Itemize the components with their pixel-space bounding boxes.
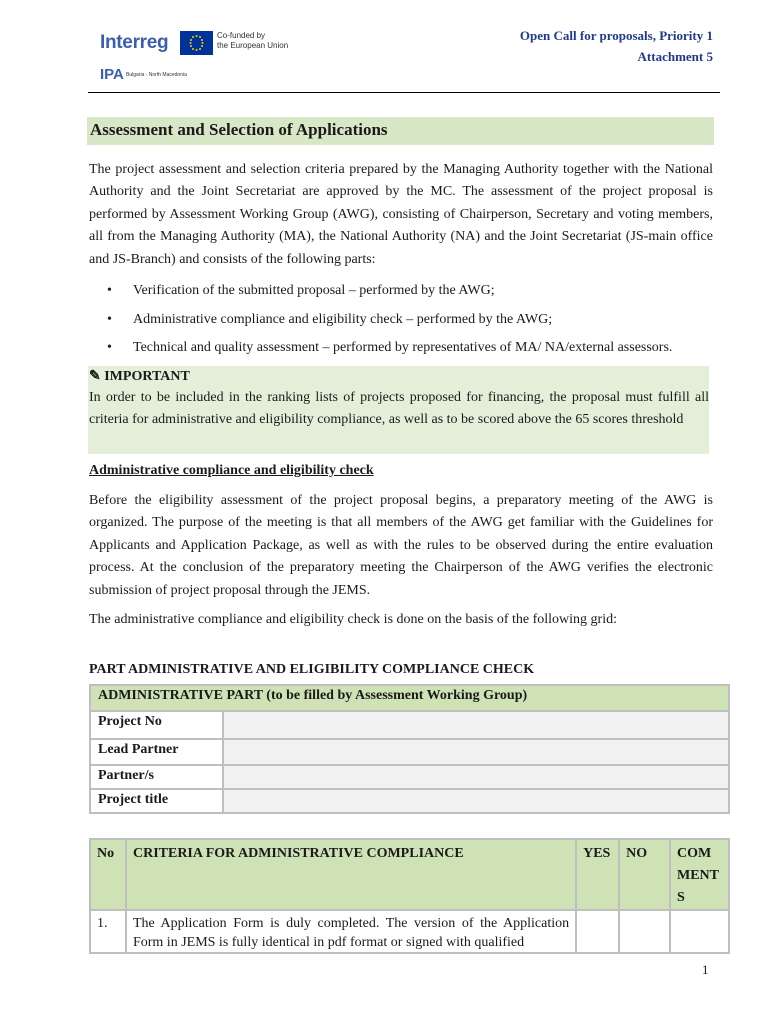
interreg-wordmark: Interreg	[100, 32, 169, 53]
header-call-label: Open Call for proposals, Priority 1	[519, 28, 713, 43]
col-header-comments: COM MENT S	[670, 839, 729, 910]
important-text: In order to be included in the ranking lists of projects proposed for financing, the proposal must fulfill all criteria for administrative and eligibility compliance, as well as to be scored above the 65 scores threshold	[89, 390, 709, 428]
no-cell[interactable]	[619, 910, 670, 953]
table-header-row	[90, 839, 729, 910]
intro-paragraph: The project assessment and selection criteria prepared by the Managing Authority together with the National Authority and the Joint Secretariat are approved by the MC. The assessment of the project proposal is performed by Assessment Working Group (AWG), consisting of Chairperson, Secretary and voting members, all from the Managing Authority (MA), the National Authority (NA) and the Joint Secretariat (JS-main office and JS-Branch) and consists of the following parts:	[89, 162, 713, 267]
pencil-icon: ✎	[89, 369, 101, 384]
criteria-text: The Application Form is duly completed. The version of the Application Form in JEMS is fully identical in pdf format or signed with qualified	[126, 910, 576, 953]
col-header-no: No	[90, 839, 126, 910]
row-label: Project title	[90, 789, 223, 813]
section-title-bar	[87, 117, 714, 145]
row-label: Lead Partner	[90, 739, 223, 765]
partners-field[interactable]	[223, 765, 729, 789]
administrative-part-table	[89, 684, 730, 814]
criteria-table	[89, 838, 730, 954]
table-row	[90, 711, 729, 739]
interreg-ipa-logo	[100, 30, 290, 86]
row-label: Project No	[90, 711, 223, 739]
lead-partner-field[interactable]	[223, 739, 729, 765]
cofunded-label: Co-funded by the European Union	[217, 31, 289, 50]
part-heading: PART ADMINISTRATIVE AND ELIGIBILITY COMPLIANCE CHECK	[89, 662, 535, 677]
table-row	[90, 765, 729, 789]
header-attachment-label: Attachment 5	[637, 49, 713, 64]
row-label: Partner/s	[90, 765, 223, 789]
project-title-field[interactable]	[223, 789, 729, 813]
col-header-no-answer: NO	[619, 839, 670, 910]
list-item: • Administrative compliance and eligibility check – performed by the AWG;	[107, 312, 553, 327]
list-item: • Verification of the submitted proposal – performed by the AWG;	[107, 283, 495, 298]
eu-flag-icon	[180, 31, 213, 55]
programme-area-label: Bulgaria - North Macedonia	[126, 72, 187, 78]
grid-paragraph: The administrative compliance and eligibility check is done on the basis of the following grid:	[89, 612, 617, 627]
yes-cell[interactable]	[576, 910, 619, 953]
table-row	[90, 910, 729, 953]
section-title: Assessment and Selection of Applications	[90, 120, 388, 139]
admin-paragraph: Before the eligibility assessment of the project proposal begins, a preparatory meeting of the AWG is organized. The purpose of the meeting is that all members of the AWG get familiar with the Guidelines for Applicants and Application Package, as well as with the rules to be observed during the entire evaluation process. At the conclusion of the preparatory meeting the Chairperson of the AWG verifies the electronic submission of project proposal through the JEMS.	[89, 493, 713, 598]
table-row	[90, 789, 729, 813]
table-row	[90, 739, 729, 765]
header-divider	[88, 92, 720, 93]
comments-cell[interactable]	[670, 910, 729, 953]
col-header-criteria: CRITERIA FOR ADMINISTRATIVE COMPLIANCE	[126, 839, 576, 910]
col-header-yes: YES	[576, 839, 619, 910]
table-row	[90, 685, 729, 711]
admin-check-heading: Administrative compliance and eligibility check	[89, 463, 374, 478]
project-no-field[interactable]	[223, 711, 729, 739]
ipa-wordmark: IPA	[100, 66, 124, 83]
page-number: 1	[702, 962, 709, 977]
list-item: • Technical and quality assessment – performed by representatives of MA/ NA/external assessors.	[107, 340, 673, 355]
important-title: ✎ IMPORTANT	[89, 369, 190, 384]
table-header-cell: ADMINISTRATIVE PART (to be filled by Assessment Working Group)	[90, 685, 729, 711]
criteria-number: 1.	[90, 910, 126, 953]
